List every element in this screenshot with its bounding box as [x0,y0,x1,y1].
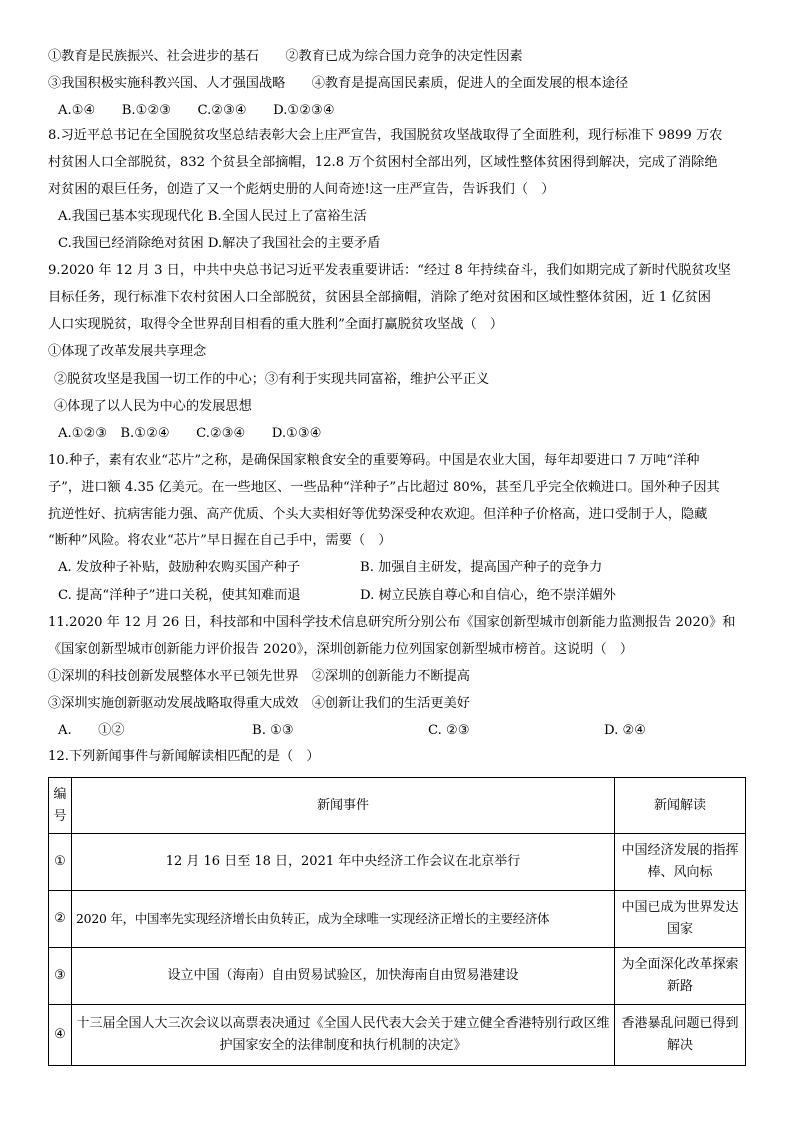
q9-statement-1: ①体现了改革发展共享理念 [48,344,207,359]
table-header-row [49,778,746,834]
q8-stem-line-1: 8.习近平总书记在全国脱贫攻坚总结表彰大会上庄严宣告，我国脱贫攻坚战取得了全面胜利，现行标准下 9899 万农 [48,128,723,143]
row-number: ④ [49,1005,72,1066]
news-table [48,777,746,1066]
q7-options: A.①④ B.①②③ C.②③④ D.①②③④ [58,103,335,118]
q11-stem-line-2: 《国家创新型城市创新能力评价报告 2020》，深圳创新能力位列国家创新型城市榜首。这说明（ ） [48,642,634,657]
q10-option-b: B. 加强自主研发，提高国产种子的竞争力 [360,560,603,575]
q8-stem-line-3: 对贫困的艰巨任务，创造了又一个彪炳史册的人间奇迹!这一庄严宣告，告诉我们（ ） [48,182,555,197]
row-number: ① [49,834,72,891]
q9-statement-4: ④体现了以人民为中心的发展思想 [54,399,252,414]
row-number: ③ [49,948,72,1005]
q10-option-a: A. 发放种子补贴，鼓励种农购买国产种子 [58,560,301,575]
row-event: 设立中国（海南）自由贸易试验区，加快海南自由贸易港建设 [72,948,615,1005]
q10-option-d: D. 树立民族自尊心和自信心，绝不崇洋媚外 [360,588,616,603]
q11-statements-3-4: ③深圳实施创新驱动发展战略取得重大成效 ④创新让我们的生活更美好 [48,696,470,711]
q10-stem-line-3: 抗逆性好、抗病害能力强、高产优质、个头大卖相好等优势深受种农欢迎。但洋种子价格高，进口受制于人，隐藏 [48,507,708,522]
table-row [49,834,746,891]
q9-options: A.①②③ B.①②④ C.②③④ D.①③④ [58,426,322,441]
q10-stem-line-1: 10.种子，素有农业“芯片”之称，是确保国家粮食安全的重要筹码。中国是农业大国，每年却要进口 7 万吨“洋种 [48,453,700,468]
table-row [49,948,746,1005]
q8-options-a-b: A.我国已基本实现现代化 B.全国人民过上了富裕生活 [58,209,367,224]
row-interpretation: 为全面深化改革探索新路 [615,948,746,1005]
q11-option-b: B. ①③ [252,723,294,738]
row-event: 十三届全国人大三次会议以高票表决通过《全国人民代表大会关于建立健全香港特别行政区维护国家安全的法律制度和执行机制的决定》 [72,1005,615,1066]
q9-stem-line-1: 9.2020 年 12 月 3 日，中共中央总书记习近平发表重要讲话：“经过 8 年持续奋斗，我们如期完成了新时代脱贫攻坚 [48,263,731,278]
q10-stem-line-4: “断种”风险。将农业“芯片”早日握在自己手中，需要（ ） [48,533,392,548]
q9-stem-line-2: 目标任务，现行标准下农村贫困人口全部脱贫，贫困县全部摘帽，消除了绝对贫困和区域性整体贫困，近 1 亿贫困 [48,290,711,305]
row-event: 12 月 16 日至 18 日，2021 年中央经济工作会议在北京举行 [72,834,615,891]
row-event: 2020 年，中国率先实现经济增长由负转正，成为全球唯一实现经济正增长的主要经济体 [72,891,615,948]
q7-statements-1-2: ①教育是民族振兴、社会进步的基石 ②教育已成为综合国力竞争的决定性因素 [48,49,523,64]
q11-stem-line-1: 11.2020 年 12 月 26 日，科技部和中国科学技术信息研究所分别公布《国家创新型城市创新能力监测报告 2020》和 [48,615,736,630]
q7-statements-3-4: ③我国积极实施科教兴国、人才强国战略 ④教育是提高国民素质，促进人的全面发展的根本途径 [48,76,629,91]
header-number: 编号 [49,778,72,834]
row-interpretation: 中国已成为世界发达国家 [615,891,746,948]
q8-stem-line-2: 村贫困人口全部脱贫，832 个贫县全部摘帽，12.8 万个贫困村全部出列，区域性整体贫困得到解决，完成了消除绝 [48,155,718,170]
q11-option-a: A. ①② [58,723,125,738]
q11-statements-1-2: ①深圳的科技创新发展整体水平已领先世界 ②深圳的创新能力不断提高 [48,669,470,684]
q11-option-c: C. ②③ [428,723,470,738]
q9-stem-line-3: 人口实现脱贫，取得令全世界刮目相看的重大胜利”全面打赢脱贫攻坚战（ ） [48,317,504,332]
table-row [49,891,746,948]
q10-stem-line-2: 子”，进口额 4.35 亿美元。在一些地区、一些品种“洋种子”占比超过 80%，甚至几乎完全依赖进口。国外种子因其 [48,480,720,495]
header-event: 新闻事件 [72,778,615,834]
row-interpretation: 香港暴乱问题已得到解决 [615,1005,746,1066]
q12-stem: 12.下列新闻事件与新闻解读相匹配的是（ ） [48,749,320,764]
q8-options-c-d: C.我国已经消除绝对贫困 D.解决了我国社会的主要矛盾 [58,236,381,251]
header-interpretation: 新闻解读 [615,778,746,834]
q9-statements-2-3: ②脱贫攻坚是我国一切工作的中心；③有利于实现共同富裕，维护公平正义 [54,372,490,387]
row-interpretation: 中国经济发展的指挥棒、风向标 [615,834,746,891]
q10-option-c: C. 提高“洋种子”进口关税，使其知难而退 [58,588,301,603]
table-row [49,1005,746,1066]
q11-option-d: D. ②④ [604,723,647,738]
row-number: ② [49,891,72,948]
